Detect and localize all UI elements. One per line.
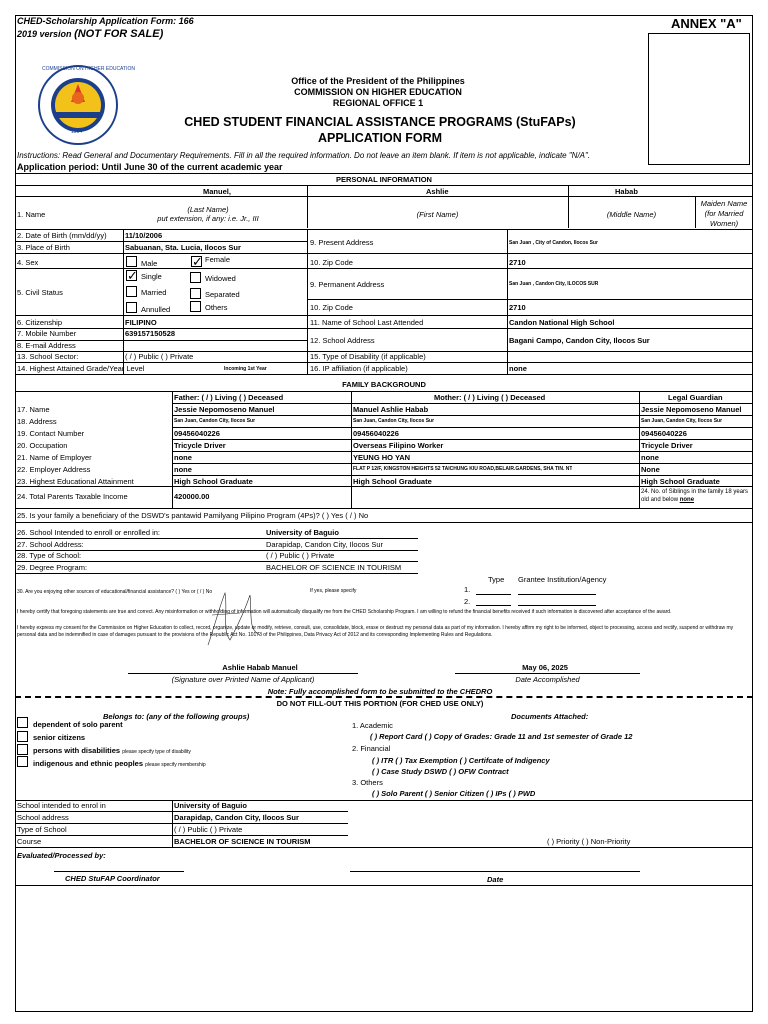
last-name: Manuel, <box>203 187 231 196</box>
family-row-label: 21. Name of Employer <box>17 453 92 462</box>
group-senior: senior citizens <box>33 733 86 742</box>
guardian-value: None <box>641 465 660 474</box>
father-value: 09456040226 <box>174 429 220 438</box>
family-row-label: 23. Highest Educational Attainment <box>17 477 134 486</box>
others-label: Others <box>205 303 228 312</box>
guardian-value: Jessie Nepomoseno Manuel <box>641 405 742 414</box>
not-for-sale: (NOT FOR SALE) <box>74 28 164 40</box>
ched-type-label: Type of School <box>17 825 67 834</box>
priority-option: ( ) Priority ( ) Non-Priority <box>547 837 631 846</box>
ched-school-value: University of Baguio <box>174 801 247 810</box>
ched-type-value: ( / ) Public ( ) Private <box>174 825 243 834</box>
first-name-caption: (First Name) <box>416 210 459 219</box>
permanent-address-value: San Juan , Candon City, ILOCOS SUR <box>509 281 599 287</box>
name-label: 1. Name <box>17 210 46 219</box>
mobile-value: 639157150528 <box>125 329 176 338</box>
female-check-icon: ✓ <box>192 254 203 269</box>
income-label: 24. Total Parents Taxable Income <box>17 492 128 501</box>
degree-label: 29. Degree Program: <box>17 563 88 572</box>
coordinator-caption: CHED StuFAP Coordinator <box>65 874 160 883</box>
version: 2019 version (NOT FOR SALE) <box>17 28 164 40</box>
submission-note: Note: Fully accomplished form to be submitted to the CHEDRO <box>267 687 493 696</box>
guardian-value: 09456040226 <box>641 429 687 438</box>
doc-others-items: ( ) Solo Parent ( ) Senior Citizen ( ) IPs ( ) PWD <box>372 789 536 798</box>
school-address-value: Bagani Campo, Candon City, Ilocos Sur <box>509 336 650 345</box>
father-value: none <box>174 465 192 474</box>
family-row-label: 19. Contact Number <box>17 429 85 438</box>
doc-financial-items-2: ( ) Case Study DSWD ( ) OFW Contract <box>372 767 509 776</box>
annulled-checkbox[interactable] <box>126 302 137 313</box>
degree-value: BACHELOR OF SCIENCE IN TOURISM <box>266 563 402 572</box>
item-1: 1. <box>464 585 471 594</box>
family-heading: FAMILY BACKGROUND <box>342 380 426 389</box>
ched-school-label: School intended to enrol in <box>17 801 106 810</box>
first-name: Ashlie <box>426 187 449 196</box>
group-solo-parent: dependent of solo parent <box>33 720 123 729</box>
family-row-divider <box>172 475 753 476</box>
date-accomplished-caption: Date Accomplished <box>515 675 580 684</box>
single-checkbox[interactable] <box>126 270 137 281</box>
ip-value: none <box>509 364 527 373</box>
father-value: Tricycle Driver <box>174 441 226 450</box>
widowed-label: Widowed <box>205 274 236 283</box>
school-address-label: 12. School Address <box>310 336 375 345</box>
others-checkbox[interactable] <box>190 301 201 312</box>
photo-box <box>648 33 750 165</box>
school-address-value-27: Darapidap, Candon City, Ilocos Sur <box>266 540 384 549</box>
email-label: 8. E-mail Address <box>17 341 76 350</box>
siblings: 24. No. of Siblings in the family 18 years old and below none <box>641 489 749 503</box>
ched-use-heading: DO NOT FILL-OUT THIS PORTION (FOR CHED USE ONLY) <box>276 699 484 708</box>
family-row-divider <box>172 439 753 440</box>
date-caption: Date <box>487 875 504 884</box>
annex-label: ANNEX "A" <box>671 16 742 31</box>
annulled-label: Annulled <box>141 305 171 314</box>
zip-value: 2710 <box>509 258 526 267</box>
citizenship-label: 6. Citizenship <box>17 318 63 327</box>
consent-paragraph: I hereby express my consent for the Commission on Higher Education to collect, record, organize, update or modify, retrieve, consult, use, consolidate, block, erase or destruct my personal data as part of my information. I hereby affirm my right to be informed, object to processing, access and rectify, suspend or withdraw my personal data and be indemnified in case of damages pursuant to the provisions of the Republic Act No. 10173 of the Philippines, Data Privacy Act of 2012 and its corresponding Implementing Rules and Regulations. <box>17 625 734 638</box>
female-checkbox[interactable] <box>191 256 202 267</box>
mother-value: Manuel Ashlie Habab <box>353 405 429 414</box>
ched-address-value: Darapidap, Candon City, Ilocos Sur <box>174 813 299 822</box>
seal-year: 1994 <box>71 129 83 135</box>
married-checkbox[interactable] <box>126 286 137 297</box>
handwritten-signature <box>200 585 270 650</box>
last-name-caption: (Last Name) <box>187 205 229 214</box>
if-yes-specify: If yes, please specify <box>310 588 357 594</box>
evaluated-by-label: Evaluated/Processed by: <box>17 851 106 860</box>
office-line-2: COMMISSION ON HIGHER EDUCATION <box>294 87 462 97</box>
last-name-caption-2: put extension, if any: i.e. Jr., III <box>157 214 259 223</box>
citizenship-value: FILIPINO <box>125 318 157 327</box>
doc-others: 3. Others <box>352 778 383 787</box>
mother-value: High School Graduate <box>353 477 432 486</box>
doc-academic-items: ( ) Report Card ( ) Copy of Grades: Grade 11 and 1st semester of Grade 12 <box>370 732 633 741</box>
office-line-1: Office of the President of the Philippines <box>291 76 465 86</box>
school-intended-value: University of Baguio <box>266 528 339 537</box>
married-label: Married <box>141 288 167 297</box>
guardian-value: High School Graduate <box>641 477 720 486</box>
male-checkbox[interactable] <box>126 256 137 267</box>
separated-label: Separated <box>205 290 240 299</box>
guardian-heading: Legal Guardian <box>668 393 723 402</box>
seal-text: COMMISSION ON HIGHER EDUCATION <box>42 66 135 72</box>
zip2-value: 2710 <box>509 303 526 312</box>
solo-parent-checkbox[interactable] <box>17 717 28 728</box>
ched-course-value: BACHELOR OF SCIENCE IN TOURISM <box>174 837 311 846</box>
single-label: Single <box>141 272 162 281</box>
applicant-name: Ashlie Habab Manuel <box>222 663 298 672</box>
father-value: San Juan, Candon City, Ilocos Sur <box>174 418 256 424</box>
guardian-value: San Juan, Candon City, Ilocos Sur <box>641 418 723 424</box>
grantee-heading: Grantee Institution/Agency <box>518 575 607 584</box>
permanent-address-label: 9. Permanent Address <box>310 280 385 289</box>
disability-label: 15. Type of Disability (if applicable) <box>310 352 426 361</box>
pob-value: Sabuanan, Sta. Lucia, Ilocos Sur <box>125 243 241 252</box>
ched-address-label: School address <box>17 813 69 822</box>
mother-heading: Mother: ( / ) Living ( ) Deceased <box>434 393 546 402</box>
family-row-label: 18. Address <box>17 417 57 426</box>
zip-label: 10. Zip Code <box>310 258 353 267</box>
school-address-label-27: 27. School Address: <box>17 540 84 549</box>
pwd-checkbox[interactable] <box>17 744 28 755</box>
sector-label: 13. School Sector: <box>17 352 79 361</box>
separated-checkbox[interactable] <box>190 288 201 299</box>
date-accomplished-value: May 06, 2025 <box>522 663 568 672</box>
school-type-label: 28. Type of School: <box>17 551 82 560</box>
dob-label: 2. Date of Birth (mm/dd/yy) <box>17 231 107 240</box>
signature-caption: (Signature over Printed Name of Applicant) <box>171 675 315 684</box>
ched-course-label: Course <box>17 837 42 846</box>
ip-checkbox[interactable] <box>17 756 28 767</box>
fourps-question: 25. Is your family a beneficiary of the DSWD's pantawid Pamilyang Pilipino Program (4Ps)? ( ) Yes ( / ) No <box>17 511 369 520</box>
civil-status-label: 5. Civil Status <box>17 288 63 297</box>
present-address-label: 9. Present Address <box>310 238 374 247</box>
ip-label: 16. IP affiliation (if applicable) <box>310 364 408 373</box>
middle-name-caption: (Middle Name) <box>606 210 657 219</box>
group-ip: indigenous and ethnic peoples please specify membership <box>33 759 206 768</box>
sector-value: ( / ) Public ( ) Private <box>125 352 194 361</box>
mother-value: San Juan, Candon City, Ilocos Sur <box>353 418 435 424</box>
office-line-3: REGIONAL OFFICE 1 <box>332 98 424 108</box>
doc-academic: 1. Academic <box>352 721 393 730</box>
last-school-label: 11. Name of School Last Attended <box>310 318 424 327</box>
other-assistance-question: 30. Are you enjoying other sources of educational/financial assistance? ( ) Yes or ( / ) No <box>17 589 213 595</box>
pob-label: 3. Place of Birth <box>17 243 70 252</box>
mother-value: Overseas Filipino Worker <box>353 441 444 450</box>
dob-value: 11/10/2006 <box>125 231 163 240</box>
male-label: Male <box>141 259 158 268</box>
family-row-divider <box>172 463 753 464</box>
doc-financial-items-1: ( ) ITR ( ) Tax Exemption ( ) Certifcate of Indigency <box>372 756 550 765</box>
widowed-checkbox[interactable] <box>190 272 201 283</box>
mother-value: 09456040226 <box>353 429 399 438</box>
zip2-label: 10. Zip Code <box>310 303 353 312</box>
middle-name: Habab <box>615 187 638 196</box>
family-row-label: 17. Name <box>17 405 50 414</box>
grade-value: Incoming 1st Year <box>224 366 267 372</box>
school-intended-label: 26. School Intended to enroll or enrolled in: <box>17 528 161 537</box>
income-value: 420000.00 <box>174 492 210 501</box>
personal-info-heading: PERSONAL INFORMATION <box>336 175 432 184</box>
form-code: CHED-Scholarship Application Form: 166 <box>17 16 194 26</box>
group-pwd: persons with disabilities please specify type of disability <box>33 746 191 755</box>
family-row-divider <box>172 427 753 428</box>
guardian-value: none <box>641 453 659 462</box>
father-value: High School Graduate <box>174 477 253 486</box>
certification-paragraph: I hereby certify that foregoing statements are true and correct. Any misinformation or withholding of information will automatically disqualify me from the CHED Scholarship Program. I am willing to refund the financial benefits received if such information is discovered after acceptance of the award. <box>17 609 672 615</box>
family-row-label: 22. Employer Address <box>17 465 91 474</box>
form-subtitle: APPLICATION FORM <box>317 131 443 145</box>
father-heading: Father: ( / ) Living ( ) Deceased <box>174 393 284 402</box>
form-title: CHED STUDENT FINANCIAL ASSISTANCE PROGRAMS (StuFAPs) <box>184 115 576 129</box>
mobile-label: 7. Mobile Number <box>17 329 77 338</box>
father-value: Jessie Nepomoseno Manuel <box>174 405 275 414</box>
last-school-value: Candon National High School <box>509 318 615 327</box>
mother-value: FLAT P 12/F, KINGSTON HEIGHTS 52 TAICHUNG KIU ROAD,BELAIR.GARDENS, SHA TIN. NT <box>353 466 573 472</box>
single-check-icon: ✓ <box>127 268 138 283</box>
doc-financial: 2. Financial <box>352 744 391 753</box>
female-label: Female <box>205 255 231 264</box>
instructions: Instructions: Read General and Documentary Requirements. Fill in all the required information. Do not leave an item blank. If item is not applicable, indicate "N/A". <box>17 151 591 160</box>
item-2: 2. <box>464 597 471 606</box>
guardian-value: Tricycle Driver <box>641 441 693 450</box>
maiden-name-caption: Maiden Name (for Married Women) <box>700 199 748 228</box>
family-row-divider <box>172 451 753 452</box>
family-row-label: 20. Occupation <box>17 441 68 450</box>
father-value: none <box>174 453 192 462</box>
mother-value: YEUNG HO YAN <box>353 453 411 462</box>
grade-label: 14. Highest Attained Grade/Year Level <box>17 364 145 373</box>
application-period: Application period: Until June 30 of the current academic year <box>17 162 283 172</box>
documents-heading: Documents Attached: <box>511 712 589 721</box>
family-row-divider <box>172 415 753 416</box>
type-heading: Type <box>488 575 505 584</box>
school-type-value: ( / ) Public ( ) Private <box>266 551 335 560</box>
belongs-heading: Belongs to: (any of the following groups) <box>103 712 250 721</box>
sex-label: 4. Sex <box>17 258 39 267</box>
senior-checkbox[interactable] <box>17 731 28 742</box>
present-address-value: San Juan , City of Candon, Ilocos Sur <box>509 240 598 246</box>
